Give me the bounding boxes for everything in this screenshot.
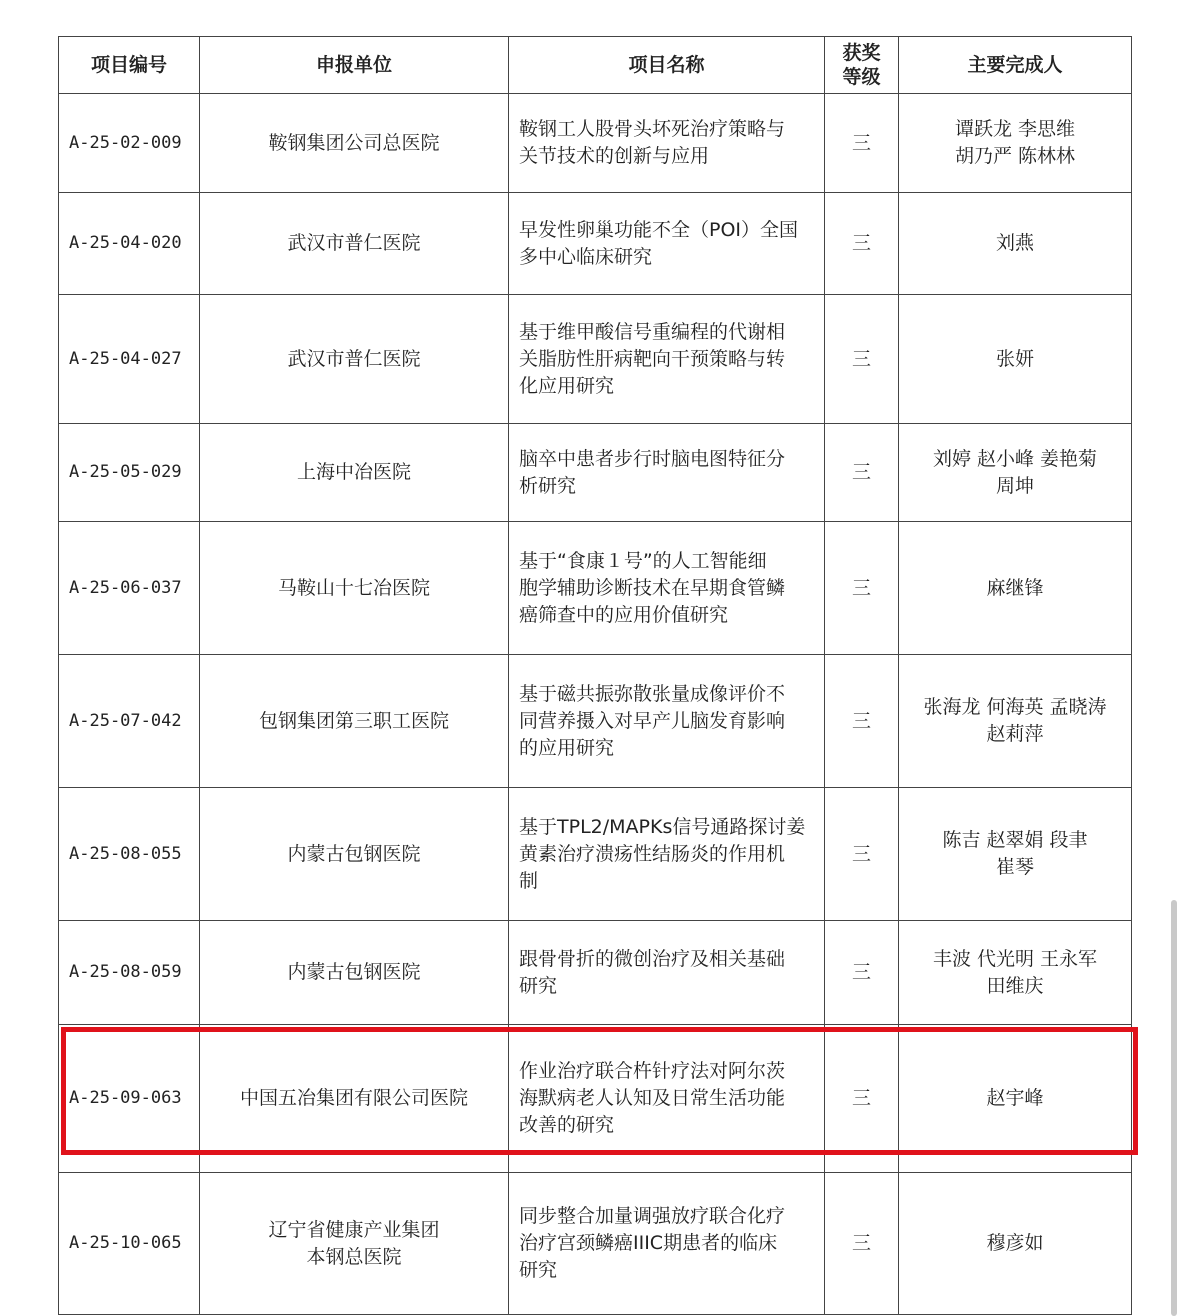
project-name-cell bbox=[509, 424, 825, 522]
table-row bbox=[59, 522, 1132, 655]
project-name-line: 作业治疗联合杵针疗法对阿尔茨 bbox=[519, 1060, 786, 1082]
applicant-unit-cell bbox=[200, 1173, 509, 1315]
award-level-cell: 三 bbox=[825, 193, 899, 295]
project-name-line: 化应用研究 bbox=[519, 374, 615, 397]
project-code-cell: A-25-07-042 bbox=[59, 655, 200, 788]
project-name-line: 基于TPL2/MAPKs信号通路探讨姜 bbox=[519, 815, 806, 838]
header-project-code: 项目编号 bbox=[59, 37, 200, 94]
applicant-unit-line: 辽宁省健康产业集团 bbox=[268, 1218, 440, 1241]
header-award-level bbox=[825, 37, 899, 94]
award-table bbox=[58, 36, 1132, 1315]
project-name-line: 同步整合加量调强放疗联合化疗 bbox=[519, 1205, 786, 1227]
project-name-line: 脑卒中患者步行时脑电图特征分 bbox=[519, 447, 786, 470]
main-completers-line: 丰波 代光明 王永军 bbox=[932, 947, 1098, 970]
table-row bbox=[59, 94, 1132, 193]
project-name-line: 研究 bbox=[519, 1259, 558, 1281]
project-code-cell: A-25-06-037 bbox=[59, 522, 200, 655]
award-level-cell: 三 bbox=[825, 921, 899, 1025]
project-name-line: 海默病老人认知及日常生活功能 bbox=[519, 1087, 786, 1109]
main-completers-line: 张妍 bbox=[995, 347, 1034, 370]
applicant-unit-cell bbox=[200, 295, 509, 424]
project-name-line: 早发性卵巢功能不全（POI）全国 bbox=[519, 218, 799, 241]
project-name-cell bbox=[509, 1173, 825, 1315]
project-name-line: 关脂肪性肝病靶向干预策略与转 bbox=[519, 347, 786, 370]
main-completers-line: 周坤 bbox=[995, 474, 1034, 497]
project-name-line: 的应用研究 bbox=[519, 736, 615, 759]
main-completers-line: 张海龙 何海英 孟晓涛 bbox=[923, 696, 1107, 718]
main-completers-line: 赵宇峰 bbox=[986, 1087, 1044, 1109]
main-completers-cell bbox=[899, 788, 1132, 921]
table-row bbox=[59, 1173, 1132, 1315]
table-row bbox=[59, 424, 1132, 522]
header-project-name: 项目名称 bbox=[509, 37, 825, 94]
award-level-cell: 三 bbox=[825, 295, 899, 424]
main-completers-line: 赵莉萍 bbox=[986, 723, 1044, 745]
table-row-highlighted bbox=[59, 1025, 1132, 1173]
applicant-unit-line: 马鞍山十七冶医院 bbox=[277, 576, 430, 599]
project-code-cell: A-25-05-029 bbox=[59, 424, 200, 522]
header-award-level-line2: 等级 bbox=[842, 66, 881, 88]
project-name-cell bbox=[509, 94, 825, 193]
applicant-unit-line: 内蒙古包钢医院 bbox=[287, 842, 421, 865]
project-name-cell bbox=[509, 788, 825, 921]
applicant-unit-cell bbox=[200, 424, 509, 522]
project-name-line: 制 bbox=[519, 869, 539, 892]
award-level-cell: 三 bbox=[825, 788, 899, 921]
main-completers-cell bbox=[899, 1173, 1132, 1315]
project-name-line: 基于维甲酸信号重编程的代谢相 bbox=[519, 320, 786, 343]
project-name-line: 跟骨骨折的微创治疗及相关基础 bbox=[519, 947, 786, 970]
project-name-line: 析研究 bbox=[519, 474, 577, 497]
header-award-level-line1: 获奖 bbox=[842, 42, 881, 64]
main-completers-line: 刘燕 bbox=[995, 232, 1034, 254]
project-name-line: 胞学辅助诊断技术在早期食管鳞 bbox=[519, 576, 786, 599]
main-completers-cell bbox=[899, 295, 1132, 424]
project-code-cell: A-25-02-009 bbox=[59, 94, 200, 193]
project-name-line: 同营养摄入对早产儿脑发育影响 bbox=[519, 709, 786, 732]
project-code-cell: A-25-08-059 bbox=[59, 921, 200, 1025]
applicant-unit-line: 包钢集团第三职工医院 bbox=[258, 709, 449, 732]
main-completers-line: 胡乃严 陈林林 bbox=[954, 145, 1076, 167]
project-name-line: 研究 bbox=[519, 974, 558, 997]
main-completers-cell bbox=[899, 522, 1132, 655]
project-name-line: 鞍钢工人股骨头坏死治疗策略与 bbox=[519, 118, 786, 140]
award-level-cell: 三 bbox=[825, 655, 899, 788]
main-completers-cell bbox=[899, 655, 1132, 788]
applicant-unit-line: 武汉市普仁医院 bbox=[287, 232, 421, 254]
project-code-cell: A-25-09-063 bbox=[59, 1025, 200, 1173]
main-completers-line: 麻继锋 bbox=[986, 576, 1044, 599]
applicant-unit-line: 内蒙古包钢医院 bbox=[287, 961, 421, 983]
award-level-cell: 三 bbox=[825, 522, 899, 655]
applicant-unit-cell bbox=[200, 788, 509, 921]
project-name-cell bbox=[509, 193, 825, 295]
main-completers-line: 谭跃龙 李思维 bbox=[954, 118, 1076, 140]
project-name-cell bbox=[509, 1025, 825, 1173]
project-name-line: 多中心临床研究 bbox=[519, 245, 653, 268]
main-completers-cell bbox=[899, 921, 1132, 1025]
main-completers-line: 穆彦如 bbox=[986, 1232, 1044, 1254]
table-body bbox=[59, 94, 1132, 1315]
award-level-cell: 三 bbox=[825, 1173, 899, 1315]
table-row bbox=[59, 295, 1132, 424]
main-completers-cell bbox=[899, 424, 1132, 522]
main-completers-line: 刘婷 赵小峰 姜艳菊 bbox=[932, 447, 1098, 470]
main-completers-line: 崔琴 bbox=[995, 856, 1034, 878]
applicant-unit-line: 武汉市普仁医院 bbox=[287, 347, 421, 370]
applicant-unit-cell bbox=[200, 522, 509, 655]
scrollbar[interactable] bbox=[1171, 900, 1177, 1316]
main-completers-cell bbox=[899, 1025, 1132, 1173]
project-name-line: 治疗宫颈鳞癌IIIC期患者的临床 bbox=[519, 1232, 778, 1254]
applicant-unit-line: 本钢总医院 bbox=[306, 1245, 402, 1268]
project-name-cell bbox=[509, 295, 825, 424]
project-code-cell: A-25-04-027 bbox=[59, 295, 200, 424]
table-row bbox=[59, 655, 1132, 788]
applicant-unit-line: 上海中冶医院 bbox=[296, 461, 411, 483]
applicant-unit-line: 中国五冶集团有限公司医院 bbox=[239, 1087, 468, 1109]
project-name-cell bbox=[509, 522, 825, 655]
project-name-line: 关节技术的创新与应用 bbox=[519, 145, 710, 167]
project-name-line: 癌筛查中的应用价值研究 bbox=[519, 603, 729, 626]
table-row bbox=[59, 788, 1132, 921]
header-main-completers: 主要完成人 bbox=[899, 37, 1132, 94]
award-level-cell: 三 bbox=[825, 424, 899, 522]
project-name-line: 黄素治疗溃疡性结肠炎的作用机 bbox=[519, 842, 786, 865]
project-name-line: 改善的研究 bbox=[519, 1114, 615, 1136]
table-row bbox=[59, 193, 1132, 295]
applicant-unit-line: 鞍钢集团公司总医院 bbox=[268, 131, 440, 154]
award-level-cell: 三 bbox=[825, 94, 899, 193]
applicant-unit-cell bbox=[200, 94, 509, 193]
award-level-cell: 三 bbox=[825, 1025, 899, 1173]
main-completers-cell bbox=[899, 193, 1132, 295]
applicant-unit-cell bbox=[200, 655, 509, 788]
header-row bbox=[59, 37, 1132, 94]
project-name-line: 基于磁共振弥散张量成像评价不 bbox=[519, 682, 786, 705]
main-completers-line: 田维庆 bbox=[986, 974, 1044, 997]
project-code-cell: A-25-08-055 bbox=[59, 788, 200, 921]
main-completers-cell bbox=[899, 94, 1132, 193]
project-code-cell: A-25-10-065 bbox=[59, 1173, 200, 1315]
header-applicant-unit: 申报单位 bbox=[200, 37, 509, 94]
project-name-cell bbox=[509, 921, 825, 1025]
project-code-cell: A-25-04-020 bbox=[59, 193, 200, 295]
applicant-unit-cell bbox=[200, 1025, 509, 1173]
table-row bbox=[59, 921, 1132, 1025]
applicant-unit-cell bbox=[200, 193, 509, 295]
project-name-cell bbox=[509, 655, 825, 788]
applicant-unit-cell bbox=[200, 921, 509, 1025]
project-name-line: 基于“食康１号”的人工智能细 bbox=[519, 549, 767, 572]
main-completers-line: 陈吉 赵翠娟 段聿 bbox=[942, 829, 1088, 851]
